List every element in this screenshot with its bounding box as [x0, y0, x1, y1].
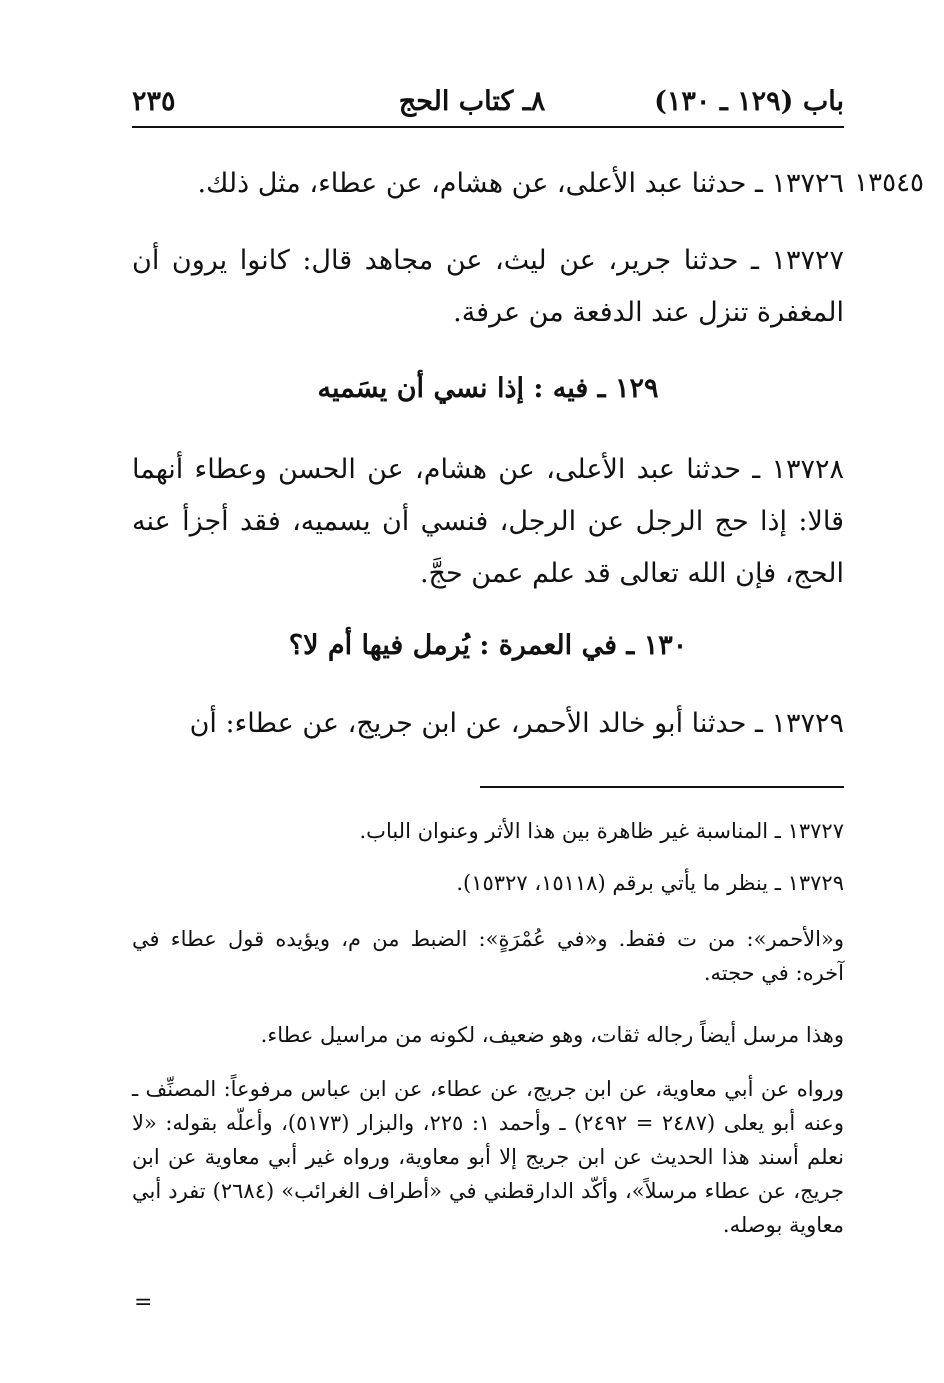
- page-number: ٢٣٥: [132, 86, 176, 117]
- book-title-header: ٨ـ كتاب الحج: [398, 86, 546, 117]
- margin-reference-number: ١٣٥٤٥: [854, 168, 924, 198]
- footnote-riwaya-note: ورواه عن أبي معاوية، عن ابن جريج، عن عطاء، عن ابن عباس مرفوعاً: المصنِّف ـ وعنه أبو يعلى (٢٤٨٧ = ٢٤٩٢) ـ وأحمد ١: ٢٢٥، والبزار (٥١٧٣)، وأعلّه بقوله: «لا نعلم أسند هذا الحديث عن ابن جريج إلا أبو معاوية، ورواه غير أبي معاوية عن ابن جريج، عن عطاء مرسلاً»، وأكّد الدارقطني في «أطراف الغرائب» (٢٦٨٤) تفرد أبي معاوية بوصله.: [132, 1077, 844, 1237]
- footnote-separator: [480, 786, 844, 788]
- chapter-range-header: باب (١٢٩ ـ ١٣٠): [654, 86, 844, 117]
- continuation-mark: =: [134, 1290, 153, 1315]
- footnote-ahmar-note: و«الأحمر»: من ت فقط. و«في عُمْرَةٍ»: الضبط من م، ويؤيده قول عطاء في آخره: في حجته.: [132, 927, 844, 985]
- header-rule: [132, 126, 844, 128]
- hadith-13727: ١٣٧٢٧ ـ حدثنا جرير، عن ليث، عن مجاهد قال: كانوا يرون أن المغفرة تنزل عند الدفعة من عرفة.: [132, 245, 844, 328]
- section-heading-129: ١٢٩ ـ فيه : إذا نسي أن يسَميه: [317, 373, 659, 404]
- hadith-13728: ١٣٧٢٨ ـ حدثنا عبد الأعلى، عن هشام، عن الحسن وعطاء أنهما قالا: إذا حج الرجل عن الرجل، فنسي أن يسميه، فقد أجزأ عنه الحج، فإن الله تعالى قد علم عمن حجَّ.: [132, 454, 844, 589]
- hadith-13729: ١٣٧٢٩ ـ حدثنا أبو خالد الأحمر، عن ابن جريج، عن عطاء: أن: [189, 708, 844, 739]
- footnote-mursal-note: وهذا مرسل أيضاً رجاله ثقات، وهو ضعيف، لكونه من مراسيل عطاء.: [260, 1023, 844, 1047]
- hadith-13726: ١٣٧٢٦ ـ حدثنا عبد الأعلى، عن هشام، عن عطاء، مثل ذلك.: [197, 168, 844, 199]
- footnote-13727: ١٣٧٢٧ ـ المناسبة غير ظاهرة بين هذا الأثر وعنوان الباب.: [359, 819, 844, 843]
- footnote-13729: ١٣٧٢٩ ـ ينظر ما يأتي برقم (١٥١١٨، ١٥٣٢٧).: [456, 871, 844, 895]
- section-heading-130: ١٣٠ ـ في العمرة : يُرمل فيها أم لا؟: [288, 630, 688, 661]
